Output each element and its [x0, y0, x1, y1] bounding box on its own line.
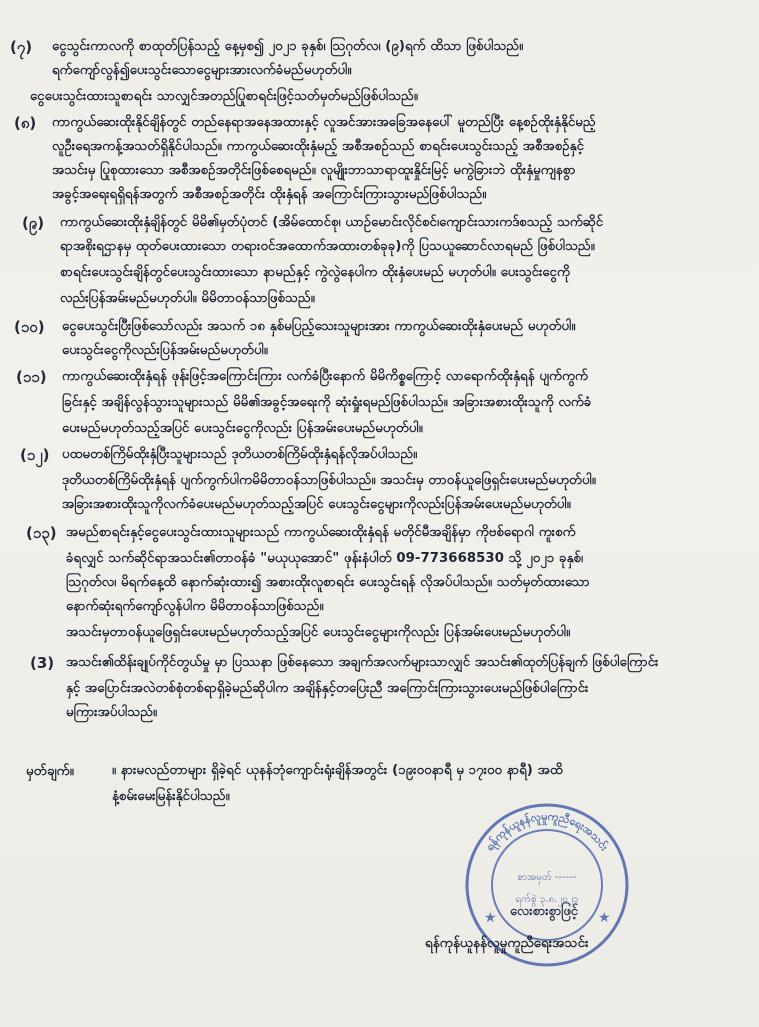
- clause-number: (၁၃): [26, 524, 57, 542]
- clause-line: အမည်စာရင်းနှင့်ငွေပေးသွင်းထားသူများသည် ကာကွယ်ဆေးထိုးနှံရန် မတိုင်မီအချိန်မှာ ကိုဗစ်ရောဂါ ကူးစက်: [66, 525, 576, 540]
- signature-organization: ရန်ကုန်ယူနန်လူမှုကူညီရေးအသင်း: [425, 935, 589, 951]
- clause-number: (၁၁): [16, 368, 47, 386]
- clause-line: ရာအစိုးရဌာနမှ ထုတ်ပေးထားသော တရားဝင်အထောက်အထားတစ်ခုခု)ကို ပြသယူဆောင်လာရမည် ဖြစ်ပါသည်။: [60, 239, 595, 254]
- clause-line: ငွေသွင်းကာလကို စာထုတ်ပြန်သည့် နေ့မှစ၍ ၂၀၂၁ ခုနှစ်၊ ဩဂုတ်လ၊ (၉)ရက် ထိသာ ဖြစ်ပါသည်။: [52, 39, 524, 54]
- note-line: နံ့စမ်းမေးမြန်းနိုင်ပါသည်။: [112, 789, 230, 804]
- clause-line: ငွေပေးသွင်းထားသူစာရင်း သာလျှင်အတည်ပြုစာရင်းဖြင့်သတ်မှတ်မည်ဖြစ်ပါသည်။: [30, 89, 418, 104]
- seal-ring-text: ရန်ကုန်ယူနန်လူမှုကူညီရေးအသင်း: [482, 809, 611, 854]
- clause-line: နှင့် အပြောင်းအလဲတစ်စုံတစ်ရာရှိခဲ့မည်ဆိုပါက အချိန်နှင့်တပြေးညီ အကြောင်းကြားသွားပေးမည်ဖြစ်ပါကြောင်း: [66, 681, 589, 696]
- clause-line: အသင်း၏ထိန်းချုပ်ကိုင်တွယ်မှု မှာ ပြဿနာ ဖြစ်နေသော အချက်အလက်များသာလျှင် အသင်း၏ထုတ်ပြန်ချက် ဖြစ်ပါကြောင်း: [66, 655, 659, 670]
- clause-line: ကာကွယ်ဆေးထိုးနှံရန် ဖုန်းဖြင့်အကြောင်းကြား လက်ခံပြီးနောက် မိမိကိစ္စကြောင့် လာရောက်ထိုးနှံရန် ပျက်ကွက်: [62, 369, 589, 384]
- star-icon: ★: [598, 910, 611, 926]
- star-icon: ★: [484, 910, 497, 926]
- clause-line: ငွေပေးသွင်းပြီးဖြစ်သော်လည်း အသက် ၁၈ နှစ်မပြည့်သေးသူများအား ကာကွယ်ဆေးထိုးနှံပေးမည် မဟုတ်ပါ။: [62, 319, 576, 334]
- clause-line: ပထမတစ်ကြိမ်ထိုးနှံပြီးသူများသည် ဒုတိယတစ်ကြိမ်ထိုးနှံရန်လိုအပ်ပါသည်။: [62, 447, 418, 462]
- seal-date: ရက်စွဲ ၃.၈.၂၀၂၁: [515, 894, 579, 905]
- clause-line: စာရင်းပေးသွင်းချိန်တွင်ပေးသွင်းထားသော နာမည်နှင့် ကွဲလွဲနေပါက ထိုးနှံပေးမည် မဟုတ်ပါ။ ပေးသွင်းငွေကို: [60, 265, 570, 280]
- clause-line: ကာကွယ်ဆေးထိုးနိုင်ချိန်တွင် တည်နေရာအနေအထားနှင့် လူအင်အားအခြေအနေပေါ် မူတည်ပြီး နေ့စဉ်ထိုးနှံနိုင်မည့်: [52, 115, 596, 130]
- clause-number: (၁၂): [20, 446, 50, 464]
- clause-line: လူဦးရေအကန့်အသတ်ရှိနိုင်ပါသည်။ ကာကွယ်ဆေးထိုးနှံမည့် အစီအစဉ်သည် စာရင်းပေးသွင်းသည့် အစီအစဉ်နှင့်: [52, 139, 584, 154]
- clause-line: မကြားအပ်ပါသည်။: [66, 705, 158, 720]
- note-line: ။ နားမလည်တာများ ရှိခဲ့ရင် ယုနန်ဘုံကျောင်းရုံးချိန်အတွင်း (၁၉း၀၀နာရီ မှ ၁၇း၀၀ နာရီ) အထိ: [112, 763, 563, 778]
- clause-number: (၈): [14, 114, 37, 132]
- clause-line: အခြားအစားထိုးသူကိုလက်ခံပေးမည်မဟုတ်သည့်အပြင် ပေးသွင်းငွေများကိုလည်းပြန်အမ်းပေးမည်မဟုတ်ပါ။: [62, 497, 571, 512]
- clause-line: ပေးမည်မဟုတ်သည့်အပြင် ပေးသွင်းငွေကိုလည်း ပြန်အမ်းပေးမည်မဟုတ်ပါ။: [62, 421, 423, 436]
- clause-number: (၇): [10, 38, 33, 56]
- clause-number: (၉): [22, 214, 45, 232]
- clause-line: ရက်ကျော်လွန်၍ပေးသွင်းသောငွေများအားလက်ခံမည်မဟုတ်ပါ။: [52, 63, 352, 78]
- seal-ref: စာအမှတ် ------: [517, 872, 577, 883]
- clause-line: ဩဂုတ်လ၊ မိရက်နေ့ထိ နောက်ဆုံးထား၍ အစားထိုးလူစာရင်း ပေးသွင်းရန် လိုအပ်ပါသည်။ သတ်မှတ်ထားသော: [66, 575, 590, 590]
- clause-line: ဒုတိယတစ်ကြိမ်ထိုးနှံရန် ပျက်ကွက်ပါကမိမိတာဝန်သာဖြစ်ပါသည်။ အသင်းမှ တာဝန်ယူဖြေရှင်းပေးမည်မဟုတ်ပါ။: [62, 473, 596, 488]
- clause-line: အသင်းမှတာဝန်ယူဖြေရှင်းပေးမည်မဟုတ်သည့်အပြင် ပေးသွင်းငွေများကိုလည်း ပြန်အမ်းပေးမည်မဟုတ်ပါ။: [66, 625, 571, 640]
- clause-line: ပေးသွင်းငွေကိုလည်းပြန်အမ်းမည်မဟုတ်ပါ။: [62, 343, 268, 358]
- note-label: မှတ်ချက်။: [26, 763, 74, 779]
- clause-number: (3): [30, 654, 55, 672]
- clause-line: နောက်ဆုံးရက်ကျော်လွန်ပါက မိမိတာဝန်သာဖြစ်သည်။: [66, 599, 324, 614]
- clause-line: ခံရလျှင် သက်ဆိုင်ရာအသင်း၏တာဝန်ခံ "မယုယုအောင်" ဖုန်းနံပါတ် 09-773668530 သို့ ၂၀၂၁ ခုနှစ်၊: [66, 551, 584, 566]
- clause-line: အသင်းမှ ပြုစုထားသော အစီအစဉ်အတိုင်းဖြစ်စေရမည်။ လူမျိုးဘာသာရာထူးနှိုင်းမြင့် မကွဲခြားဘဲ ထိုးနှံမှုကျနစွာ: [52, 163, 576, 178]
- clause-line: ခြင်းနှင့် အချိန်လွန်သွားသူများသည် မိမိ၏အခွင့်အရေးကို ဆုံးရှုံးရမည်ဖြစ်ပါသည်။ အခြားအစားထိုးသူကို လက်ခံ: [62, 395, 592, 410]
- signature-closing: လေးစားစွာဖြင့်: [510, 904, 578, 919]
- clause-line: အခွင့်အရေးရရှိရန်အတွက် အစီအစဉ်အတိုင်း ထိုးနှံရန် အကြောင်းကြားသွားမည်ဖြစ်ပါသည်။: [52, 187, 487, 202]
- clause-line: လည်းပြန်အမ်းမည်မဟုတ်ပါ။ မိမိတာဝန်သာဖြစ်သည်။: [60, 291, 315, 306]
- svg-text:ရန်ကုန်ယူနန်လူမှုကူညီရေးအသင်း: [483, 810, 612, 855]
- clause-number: (၁၀): [14, 318, 45, 336]
- clause-line: ကာကွယ်ဆေးထိုးနှံချိန်တွင် မိမိ၏မှတ်ပုံတင် (အိမ်ထောင်စု၊ ယာဉ်မောင်းလိုင်စင်၊ကျောင်းသားကဒ်စသည့် သက်ဆိုင်: [60, 215, 604, 230]
